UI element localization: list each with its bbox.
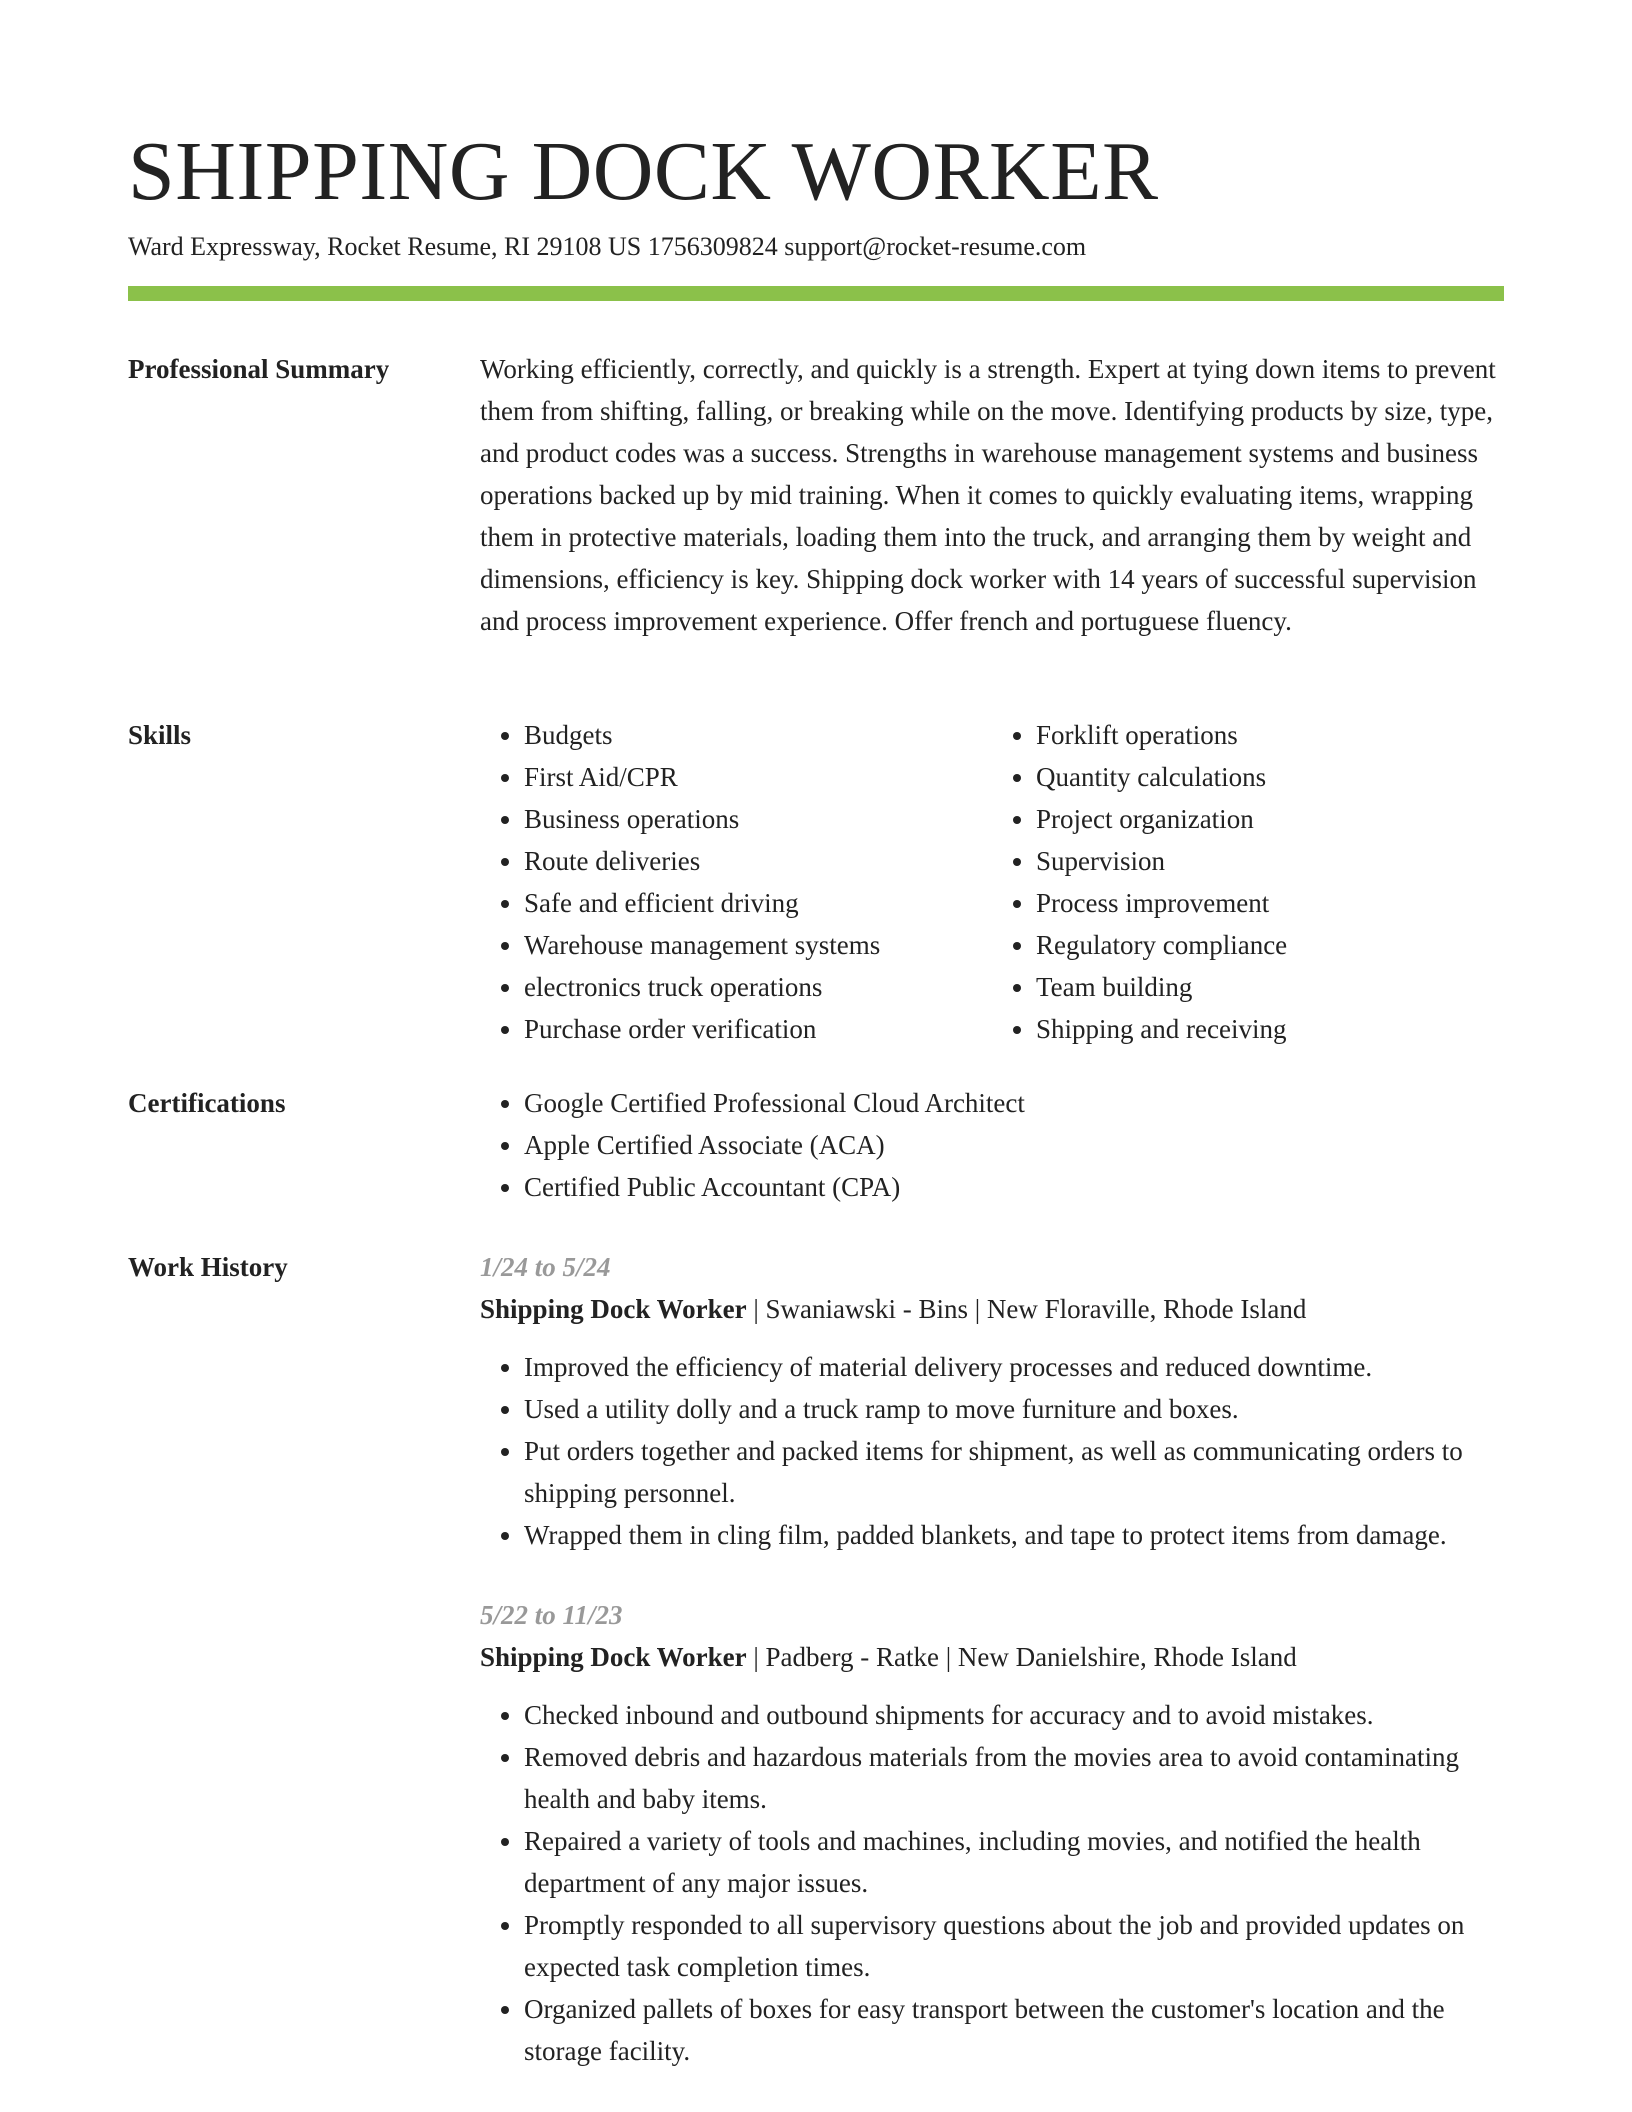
job-bullet: • Promptly responded to all supervisory questions about the job and provided updates on expected task completion times. bbox=[524, 1904, 1504, 1988]
skill-item: • Quantity calculations bbox=[1036, 756, 1504, 798]
job-bullets bbox=[480, 1694, 1504, 2072]
job-heading bbox=[480, 1636, 1504, 1678]
job-bullet: • Removed debris and hazardous materials from the movies area to avoid contaminating health and baby items. bbox=[524, 1736, 1504, 1820]
job-title: Shipping Dock Worker bbox=[480, 1642, 747, 1672]
section-title-skills: Skills bbox=[128, 720, 192, 750]
section-title-certifications: Certifications bbox=[128, 1088, 286, 1118]
summary-body bbox=[480, 348, 1504, 642]
job-bullets bbox=[480, 1346, 1504, 1556]
skill-item: • Team building bbox=[1036, 966, 1504, 1008]
skill-item: • Route deliveries bbox=[524, 840, 992, 882]
skills-body bbox=[480, 714, 1504, 1050]
skills-list-left bbox=[480, 714, 992, 1050]
skills-columns bbox=[480, 714, 1504, 1050]
skill-item: • Purchase order verification bbox=[524, 1008, 992, 1050]
skill-item: • Process improvement bbox=[1036, 882, 1504, 924]
skill-item: • Warehouse management systems bbox=[524, 924, 992, 966]
skill-item: • electronics truck operations bbox=[524, 966, 992, 1008]
job-bullet: • Repaired a variety of tools and machines, including movies, and notified the health department of any major issues. bbox=[524, 1820, 1504, 1904]
job-bullet: • Used a utility dolly and a truck ramp to move furniture and boxes. bbox=[524, 1388, 1504, 1430]
skill-item: • Supervision bbox=[1036, 840, 1504, 882]
skills-list-right bbox=[992, 714, 1504, 1050]
job-heading bbox=[480, 1288, 1504, 1330]
skill-item: • Shipping and receiving bbox=[1036, 1008, 1504, 1050]
section-title-work-history: Work History bbox=[128, 1252, 288, 1282]
job-bullet: • Improved the efficiency of material delivery processes and reduced downtime. bbox=[524, 1346, 1504, 1388]
certification-item: • Apple Certified Associate (ACA) bbox=[524, 1124, 1504, 1166]
skill-item: • First Aid/CPR bbox=[524, 756, 992, 798]
job-dates: 1/24 to 5/24 bbox=[480, 1252, 611, 1282]
skill-item: • Project organization bbox=[1036, 798, 1504, 840]
header-divider bbox=[128, 286, 1504, 301]
certification-item: • Certified Public Accountant (CPA) bbox=[524, 1166, 1504, 1208]
candidate-name: SHIPPING DOCK WORKER bbox=[128, 125, 1159, 218]
job-details: | Swaniawski - Bins | New Floraville, Rhode Island bbox=[746, 1294, 1307, 1324]
work-history-body bbox=[480, 1246, 1504, 2072]
job-bullet: • Put orders together and packed items for shipment, as well as communicating orders to shipping personnel. bbox=[524, 1430, 1504, 1514]
skill-item: • Business operations bbox=[524, 798, 992, 840]
certifications-body bbox=[480, 1082, 1504, 1208]
certifications-list bbox=[480, 1082, 1504, 1208]
job-entry bbox=[480, 1246, 1504, 1556]
contact-line: Ward Expressway, Rocket Resume, RI 29108 US 1756309824 support@rocket-resume.com bbox=[128, 232, 1087, 261]
job-entry bbox=[480, 1594, 1504, 2072]
section-title-summary: Professional Summary bbox=[128, 354, 390, 384]
job-bullet: • Checked inbound and outbound shipments for accuracy and to avoid mistakes. bbox=[524, 1694, 1504, 1736]
summary-text: Working efficiently, correctly, and quickly is a strength. Expert at tying down items to prevent them from shifting, falling, or breaking while on the move. Identifying products by size, type, and product codes was a success. Strengths in warehouse management systems and business operations backed up by mid training. When it comes to quickly evaluating items, wrapping them in protective materials, loading them into the truck, and arranging them by weight and dimensions, efficiency is key. Shipping dock worker with 14 years of successful supervision and process improvement experience. Offer french and portuguese fluency. bbox=[480, 354, 1496, 636]
skill-item: • Forklift operations bbox=[1036, 714, 1504, 756]
job-bullet: • Organized pallets of boxes for easy transport between the customer's location and the storage facility. bbox=[524, 1988, 1504, 2072]
skill-item: • Regulatory compliance bbox=[1036, 924, 1504, 966]
skill-item: • Budgets bbox=[524, 714, 992, 756]
job-title: Shipping Dock Worker bbox=[480, 1294, 747, 1324]
job-details: | Padberg - Ratke | New Danielshire, Rhode Island bbox=[746, 1642, 1297, 1672]
job-bullet: • Wrapped them in cling film, padded blankets, and tape to protect items from damage. bbox=[524, 1514, 1504, 1556]
job-dates: 5/22 to 11/23 bbox=[480, 1600, 623, 1630]
skill-item: • Safe and efficient driving bbox=[524, 882, 992, 924]
certification-item: • Google Certified Professional Cloud Architect bbox=[524, 1082, 1504, 1124]
